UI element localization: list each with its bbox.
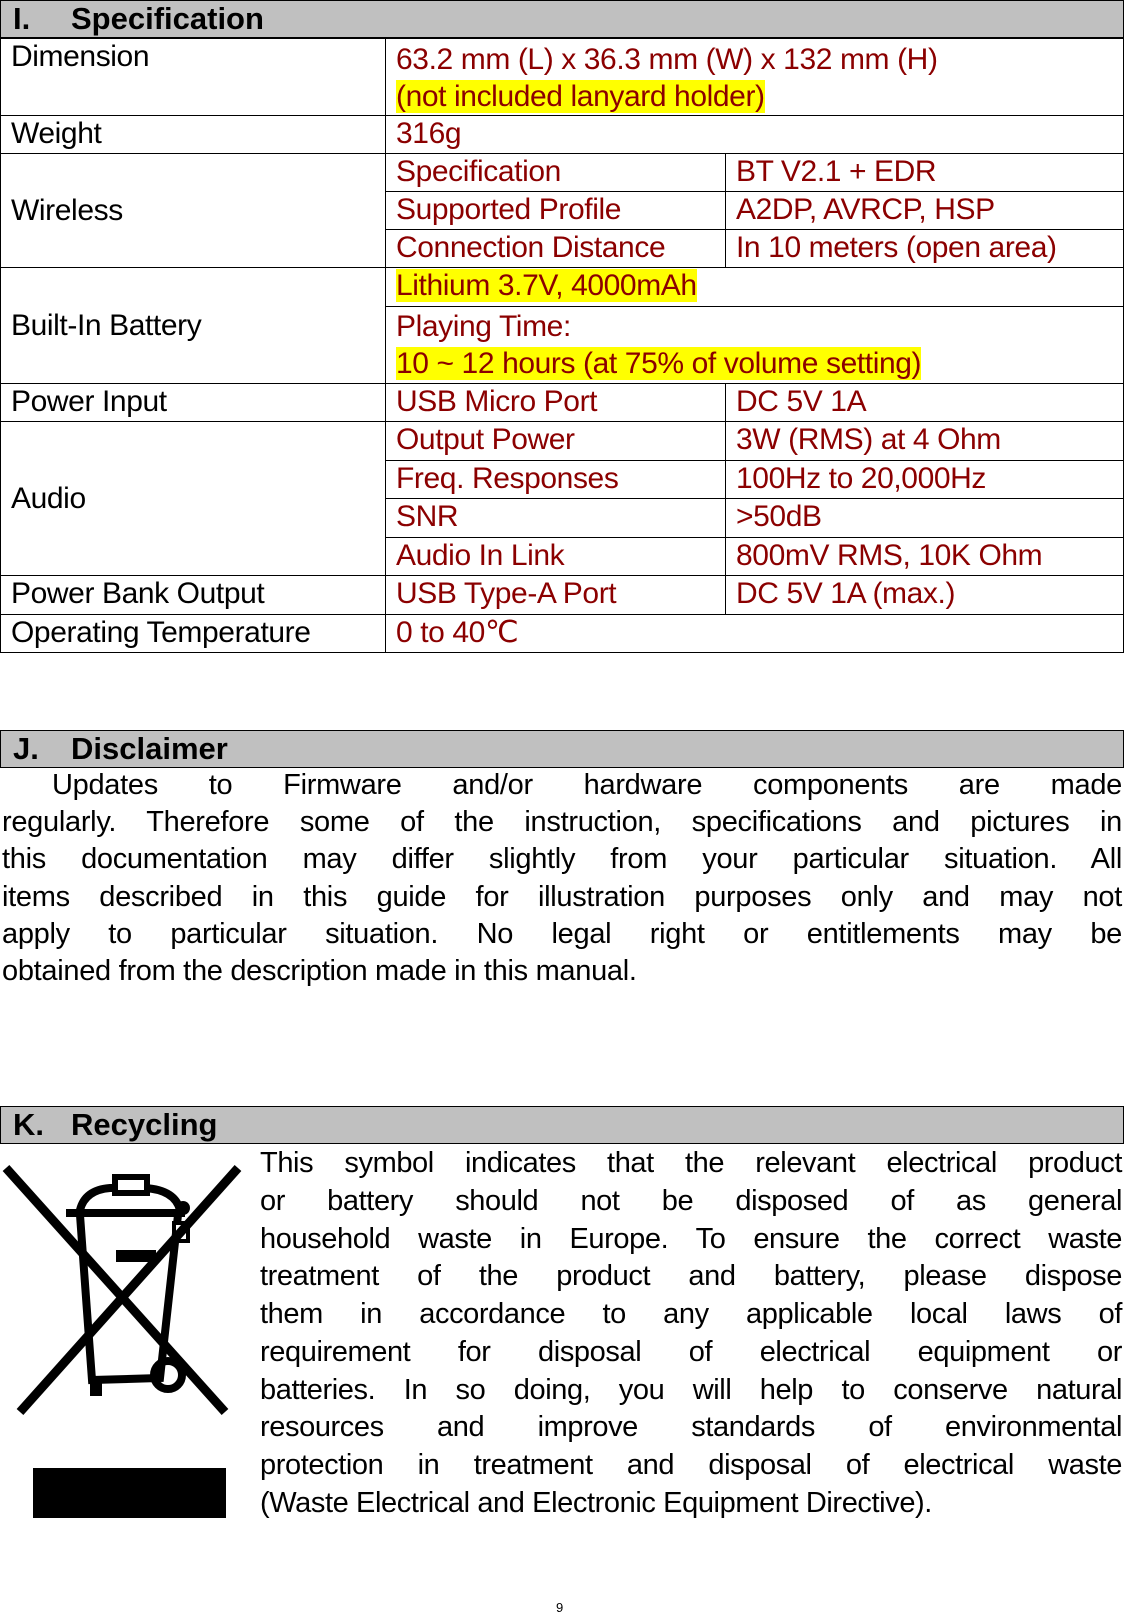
section-title: Specification	[71, 1, 264, 36]
battery-type-cell	[385, 267, 1124, 307]
wireless-value: In 10 meters (open area)	[725, 229, 1124, 268]
section-number: K.	[13, 1107, 44, 1142]
page-number: 9	[556, 1600, 564, 1615]
recycling-line: batteries. In so doing, you will help to conserve natural	[260, 1374, 1122, 1406]
section-number: J.	[13, 731, 39, 766]
disclaimer-line: regularly. Therefore some of the instruction, specifications and pictures in	[2, 806, 1122, 838]
recycling-line: (Waste Electrical and Electronic Equipment Directive).	[260, 1487, 932, 1519]
battery-type: Lithium 3.7V, 4000mAh	[396, 269, 697, 302]
label-dimension: Dimension	[0, 38, 386, 116]
recycling-line: This symbol indicates that the relevant electrical product	[260, 1147, 1122, 1179]
recycling-line: them in accordance to any applicable local laws of	[260, 1298, 1122, 1330]
label-wireless: Wireless	[0, 153, 386, 268]
weee-crossed-bin-icon	[0, 1140, 250, 1540]
playing-time-label: Playing Time:	[396, 310, 571, 343]
audio-key: Freq. Responses	[385, 460, 726, 499]
label-temperature: Operating Temperature	[0, 614, 386, 653]
value-dimension	[385, 38, 1124, 116]
playing-time-cell	[385, 306, 1124, 384]
wireless-key: Supported Profile	[385, 191, 726, 230]
recycling-line: protection in treatment and disposal of electrical waste	[260, 1449, 1122, 1481]
label-power-input: Power Input	[0, 383, 386, 422]
wireless-key: Connection Distance	[385, 229, 726, 268]
value-weight: 316g	[385, 115, 1124, 154]
wireless-value: A2DP, AVRCP, HSP	[725, 191, 1124, 230]
recycling-line: resources and improve standards of environmental	[260, 1411, 1122, 1443]
value-temperature: 0 to 40℃	[385, 614, 1124, 653]
section-header-recycling	[0, 1106, 1124, 1144]
disclaimer-line: items described in this guide for illustration purposes only and may not	[2, 881, 1122, 913]
audio-value: 800mV RMS, 10K Ohm	[725, 537, 1124, 576]
dimension-note: (not included lanyard holder)	[396, 80, 765, 113]
wireless-key: Specification	[385, 153, 726, 192]
playing-time-value: 10 ~ 12 hours (at 75% of volume setting)	[396, 347, 922, 380]
label-power-bank: Power Bank Output	[0, 575, 386, 615]
section-number: I.	[13, 1, 31, 36]
recycling-line: requirement for disposal of electrical equipment or	[260, 1336, 1122, 1368]
disclaimer-line: obtained from the description made in this manual.	[2, 955, 637, 987]
audio-key: SNR	[385, 498, 726, 538]
disclaimer-line: this documentation may differ slightly from your particular situation. All	[2, 843, 1122, 875]
audio-value: 100Hz to 20,000Hz	[725, 460, 1124, 499]
power-bank-value: DC 5V 1A (max.)	[725, 575, 1124, 615]
recycling-line: treatment of the product and battery, please dispose	[260, 1260, 1122, 1292]
audio-value: 3W (RMS) at 4 Ohm	[725, 421, 1124, 461]
power-bank-key: USB Type-A Port	[385, 575, 726, 615]
dimension-value: 63.2 mm (L) x 36.3 mm (W) x 132 mm (H)	[396, 43, 938, 76]
label-weight: Weight	[0, 115, 386, 154]
section-title: Disclaimer	[71, 731, 228, 766]
power-input-key: USB Micro Port	[385, 383, 726, 422]
power-input-value: DC 5V 1A	[725, 383, 1124, 422]
audio-key: Audio In Link	[385, 537, 726, 576]
label-battery: Built-In Battery	[0, 267, 386, 384]
label-audio: Audio	[0, 421, 386, 576]
disclaimer-line: apply to particular situation. No legal right or entitlements may be	[2, 918, 1122, 950]
section-header-specification	[0, 0, 1124, 38]
audio-key: Output Power	[385, 421, 726, 461]
wireless-value: BT V2.1 + EDR	[725, 153, 1124, 192]
recycling-line: household waste in Europe. To ensure the correct waste	[260, 1223, 1122, 1255]
recycling-line: or battery should not be disposed of as general	[260, 1185, 1122, 1217]
audio-value: >50dB	[725, 498, 1124, 538]
section-header-disclaimer	[0, 730, 1124, 768]
disclaimer-line: Updates to Firmware and/or hardware components are made	[52, 769, 1122, 801]
section-title: Recycling	[71, 1107, 218, 1142]
